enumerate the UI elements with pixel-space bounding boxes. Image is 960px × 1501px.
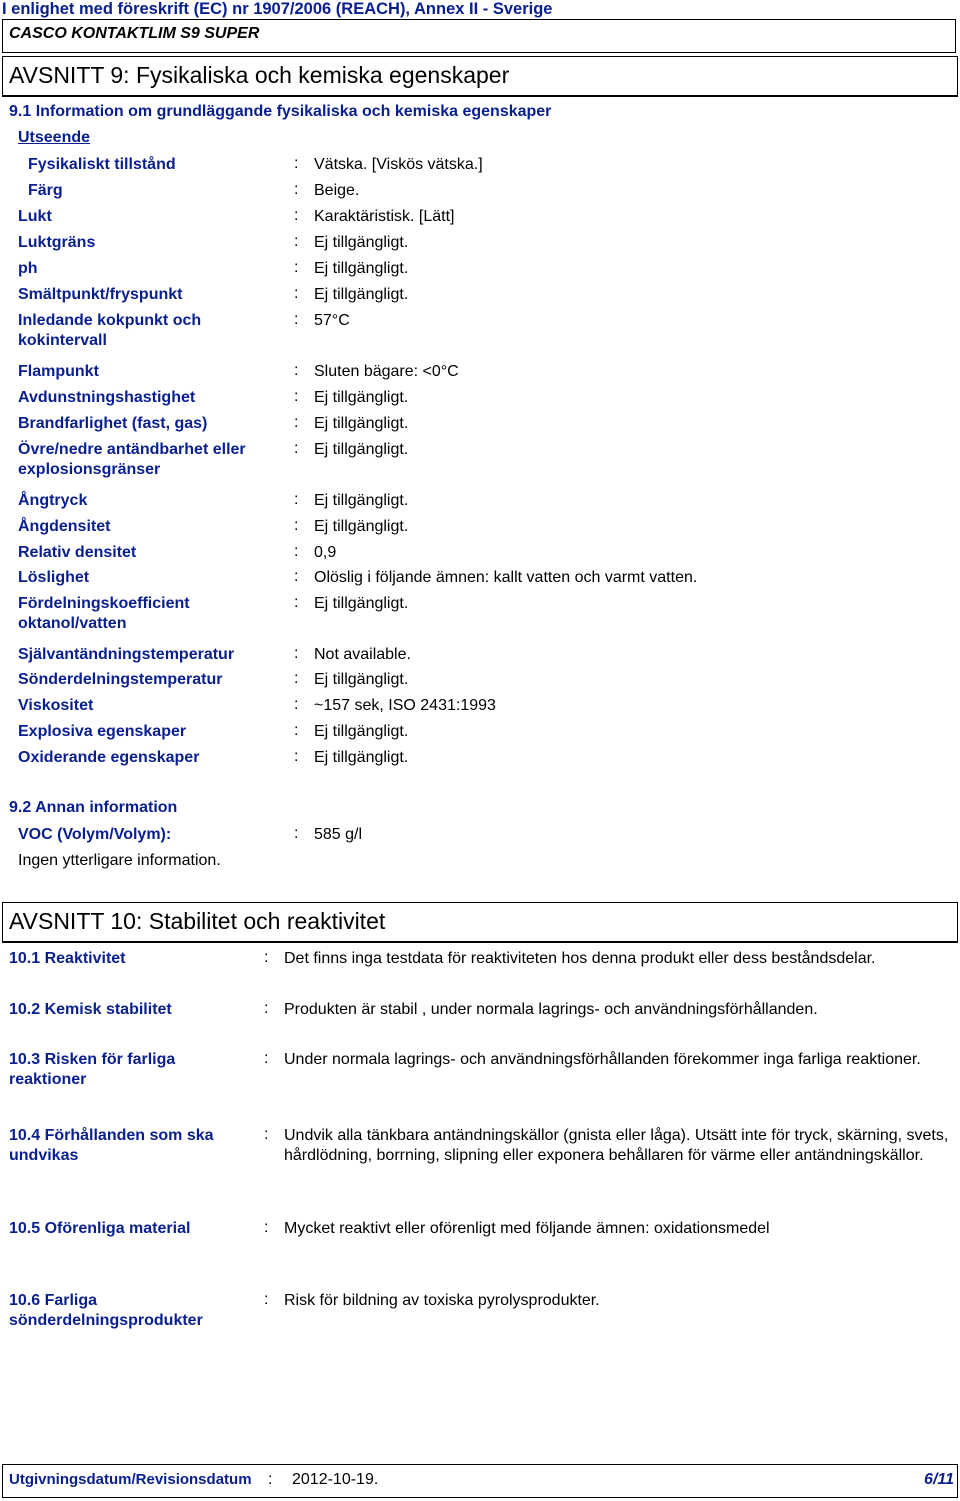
property-value: Not available. (314, 646, 411, 663)
property-colon: : (294, 311, 299, 328)
property-label: Färg (28, 182, 63, 199)
appearance-heading: Utseende (18, 129, 91, 146)
voc-label: VOC (Volym/Volym): (18, 826, 172, 843)
property-label: Flampunkt (18, 363, 99, 380)
no-more-info-text: Ingen ytterligare information. (18, 852, 221, 869)
property-value: Sluten bägare: <0°C (314, 363, 459, 380)
property-value: Ej tillgängligt. (314, 749, 409, 766)
property-value: Vätska. [Viskös vätska.] (314, 156, 483, 173)
footer-revision-label: Utgivningsdatum/Revisionsdatum (9, 1471, 252, 1488)
property-colon: : (294, 645, 299, 662)
property-value: Beige. (314, 182, 360, 199)
voc-value: 585 g/l (314, 826, 363, 843)
property-value: Ej tillgängligt. (314, 492, 409, 509)
property-value: Ej tillgängligt. (314, 415, 409, 432)
property-colon: : (294, 748, 299, 765)
property-label: Ångdensitet (18, 518, 111, 535)
property-label: Oxiderande egenskaper (18, 749, 200, 766)
property-value: Ej tillgängligt. (314, 234, 409, 251)
property-colon: : (294, 440, 299, 457)
property-colon: : (294, 722, 299, 739)
section10-item-label: 10.3 Risken för farliga reaktioner (9, 1051, 176, 1088)
page-number: 6/11 (924, 1471, 954, 1488)
property-label: Relativ densitet (18, 544, 137, 561)
section9-1-heading: 9.1 Information om grundläggande fysikaliska och kemiska egenskaper (9, 103, 552, 120)
section10-item-label: 10.5 Oförenliga material (9, 1220, 191, 1237)
property-colon: : (294, 517, 299, 534)
section10-item-label: 10.6 Farliga sönderdelningsprodukter (9, 1292, 203, 1329)
property-value: ~157 sek, ISO 2431:1993 (314, 697, 496, 714)
property-label: Löslighet (18, 569, 90, 586)
property-label: Lukt (18, 208, 52, 225)
property-label: Fördelningskoefficient oktanol/vatten (18, 595, 190, 632)
property-colon: : (294, 207, 299, 224)
property-label: Luktgräns (18, 234, 96, 251)
property-label: Brandfarlighet (fast, gas) (18, 415, 208, 432)
property-label: Avdunstningshastighet (18, 389, 196, 406)
section10-item-value: Mycket reaktivt eller oförenligt med följande ämnen: oxidationsmedel (284, 1220, 770, 1237)
property-colon: : (294, 491, 299, 508)
property-colon: : (294, 594, 299, 611)
footer-colon: : (268, 1471, 273, 1488)
property-value: Ej tillgängligt. (314, 518, 409, 535)
property-value: Ej tillgängligt. (314, 286, 409, 303)
section10-item-label: 10.1 Reaktivitet (9, 950, 126, 967)
section10-item-colon: : (264, 1291, 269, 1308)
property-label: Smältpunkt/fryspunkt (18, 286, 183, 303)
section10-item-label: 10.2 Kemisk stabilitet (9, 1001, 172, 1018)
product-name: CASCO KONTAKTLIM S9 SUPER (9, 25, 260, 42)
section10-item-label: 10.4 Förhållanden som ska undvikas (9, 1127, 214, 1164)
property-colon: : (294, 543, 299, 560)
property-value: Ej tillgängligt. (314, 389, 409, 406)
section10-item-colon: : (264, 1000, 269, 1017)
property-colon: : (294, 233, 299, 250)
section10-item-value: Risk för bildning av toxiska pyrolysprodukter. (284, 1292, 600, 1309)
property-colon: : (294, 155, 299, 172)
property-value: 0,9 (314, 544, 337, 561)
property-label: ph (18, 260, 38, 277)
footer-revision-date: 2012-10-19. (292, 1471, 379, 1488)
section10-title: AVSNITT 10: Stabilitet och reaktivitet (9, 908, 386, 934)
property-colon: : (294, 181, 299, 198)
section10-item-value: Under normala lagrings- och användningsförhållanden förekommer inga farliga reaktioner. (284, 1051, 921, 1068)
property-value: Ej tillgängligt. (314, 595, 409, 612)
property-value: Ej tillgängligt. (314, 671, 409, 688)
section10-item-colon: : (264, 1050, 269, 1067)
property-label: Ångtryck (18, 492, 88, 509)
property-label: Fysikaliskt tillstånd (28, 156, 176, 173)
property-label: Sönderdelningstemperatur (18, 671, 223, 688)
property-colon: : (294, 259, 299, 276)
property-colon: : (294, 285, 299, 302)
voc-colon: : (294, 825, 299, 842)
property-colon: : (294, 568, 299, 585)
section10-item-colon: : (264, 1126, 269, 1143)
section10-item-value: Undvik alla tänkbara antändningskällor (gnista eller låga). Utsätt inte för tryck, skärning, svets, hårdlödning, borrning, slipning eller exponera behållaren för värme eller antändningskällor. (284, 1127, 949, 1164)
property-value: Karaktäristisk. [Lätt] (314, 208, 455, 225)
property-colon: : (294, 362, 299, 379)
section10-item-value: Det finns inga testdata för reaktiviteten hos denna produkt eller dess beståndsdelar. (284, 950, 876, 967)
property-value: Olöslig i följande ämnen: kallt vatten och varmt vatten. (314, 569, 698, 586)
property-value: 57°C (314, 312, 350, 329)
section9-title: AVSNITT 9: Fysikaliska och kemiska egenskaper (9, 62, 510, 88)
property-colon: : (294, 414, 299, 431)
property-colon: : (294, 696, 299, 713)
property-label: Inledande kokpunkt och kokintervall (18, 312, 202, 349)
section10-item-colon: : (264, 949, 269, 966)
property-colon: : (294, 388, 299, 405)
section9-2-heading: 9.2 Annan information (9, 799, 178, 816)
property-label: Viskositet (18, 697, 94, 714)
property-label: Övre/nedre antändbarhet eller explosionsgränser (18, 441, 246, 478)
property-label: Självantändningstemperatur (18, 646, 235, 663)
section10-item-value: Produkten är stabil , under normala lagrings- och användningsförhållanden. (284, 1001, 818, 1018)
property-label: Explosiva egenskaper (18, 723, 187, 740)
property-value: Ej tillgängligt. (314, 441, 409, 458)
property-colon: : (294, 670, 299, 687)
property-value: Ej tillgängligt. (314, 723, 409, 740)
property-value: Ej tillgängligt. (314, 260, 409, 277)
section10-item-colon: : (264, 1219, 269, 1236)
document-regulation-title: I enlighet med föreskrift (EC) nr 1907/2006 (REACH), Annex II - Sverige (2, 0, 553, 18)
